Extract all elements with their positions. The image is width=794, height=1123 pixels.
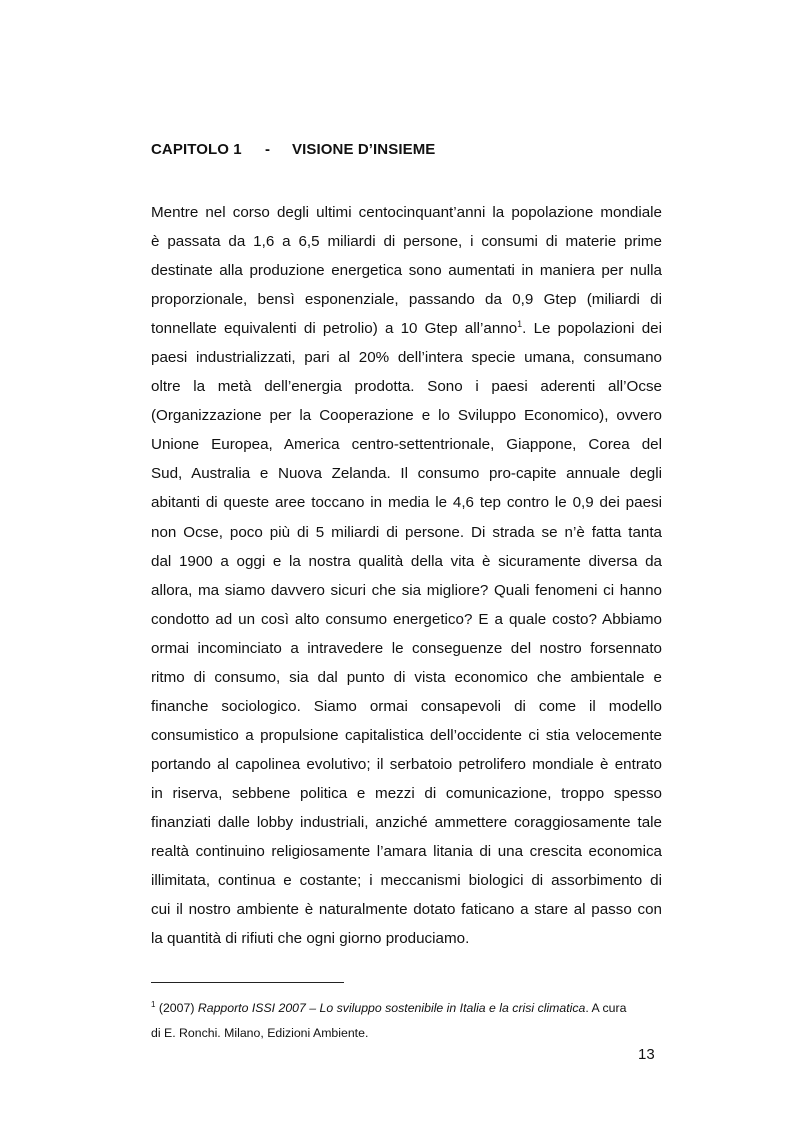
- footnote: [151, 996, 671, 1046]
- heading-separator: -: [265, 141, 271, 158]
- text-line: Mentre nel corso degli ultimi centocinquant’anni la popolazione mondiale: [151, 204, 662, 221]
- body-paragraph: [151, 198, 662, 953]
- footnote-curator: . A cura: [585, 1001, 627, 1015]
- text-line: ritmo di consumo, sia dal punto di vista economico che ambientale e: [151, 668, 662, 686]
- chapter-heading: [151, 141, 435, 158]
- text-line: oltre la metà dell’energia prodotta. Sono i paesi aderenti all’Ocse: [151, 378, 662, 396]
- text-line: è passata da 1,6 a 6,5 miliardi di persone, i consumi di materie prime: [151, 233, 662, 251]
- text-line: Unione Europea, America centro-settentrionale, Giappone, Corea del: [151, 436, 662, 454]
- chapter-title: VISIONE D’INSIEME: [292, 141, 436, 158]
- footnote-divider: [151, 982, 344, 983]
- page-number: 13: [638, 1046, 655, 1063]
- text-line: consumistico a propulsione capitalistica dell’occidente ci stia velocemente: [151, 726, 662, 744]
- text-line: in riserva, sebbene politica e mezzi di comunicazione, troppo spesso: [151, 784, 662, 802]
- text-line: proporzionale, bensì esponenziale, passando da 0,9 Gtep (miliardi di: [151, 291, 662, 309]
- text-line: cui il nostro ambiente è naturalmente dotato faticano a stare al passo con: [151, 901, 662, 919]
- text-line: allora, ma siamo davvero sicuri che sia migliore? Quali fenomeni ci hanno: [151, 581, 662, 599]
- text-line: portando al capolinea evolutivo; il serbatoio petrolifero mondiale è entrato: [151, 755, 662, 773]
- text-line: finanche sociologico. Siamo ormai consapevoli di come il modello: [151, 697, 662, 715]
- footnote-reference[interactable]: 1: [517, 319, 523, 330]
- text-line: condotto ad un così alto consumo energetico? E a quale costo? Abbiamo: [151, 610, 662, 628]
- text-line: Sud, Australia e Nuova Zelanda. Il consumo pro-capite annuale degli: [151, 465, 662, 483]
- footnote-year: (2007): [158, 1001, 195, 1015]
- text-segment: tonnellate equivalenti di petrolio) a 10 Gtep all’anno: [151, 320, 518, 338]
- text-line: la quantità di rifiuti che ogni giorno produciamo.: [151, 930, 470, 948]
- text-line: destinate alla produzione energetica sono aumentati in maniera per nulla: [151, 262, 662, 280]
- chapter-number: CAPITOLO 1: [151, 141, 242, 158]
- text-line: realtà continuino religiosamente l’amara litania di una crescita economica: [151, 843, 662, 861]
- text-line: paesi industrializzati, pari al 20% dell’intera specie umana, consumano: [151, 349, 662, 367]
- footnote-line-2: di E. Ronchi. Milano, Edizioni Ambiente.: [151, 1026, 369, 1040]
- text-line: (Organizzazione per la Cooperazione e lo Sviluppo Economico), ovvero: [151, 407, 662, 425]
- text-line: dal 1900 a oggi e la nostra qualità della vita è sicuramente diversa da: [151, 552, 662, 570]
- text-line: abitanti di queste aree toccano in media le 4,6 tep contro le 0,9 dei paesi: [151, 494, 662, 512]
- text-line: non Ocse, poco più di 5 miliardi di persone. Di strada se n’è fatta tanta: [151, 523, 662, 541]
- text-line: [151, 314, 662, 343]
- footnote-title: Rapporto ISSI 2007 – Lo sviluppo sostenibile in Italia e la crisi climatica: [197, 1001, 586, 1015]
- footnote-marker: 1: [151, 1000, 156, 1009]
- text-line: ormai incominciato a intravedere le conseguenze del nostro forsennato: [151, 639, 662, 657]
- text-line: finanziati dalle lobby industriali, anziché ammettere coraggiosamente tale: [151, 813, 662, 831]
- text-line: illimitata, continua e costante; i meccanismi biologici di assorbimento di: [151, 872, 662, 890]
- text-segment: . Le popolazioni dei: [522, 320, 662, 338]
